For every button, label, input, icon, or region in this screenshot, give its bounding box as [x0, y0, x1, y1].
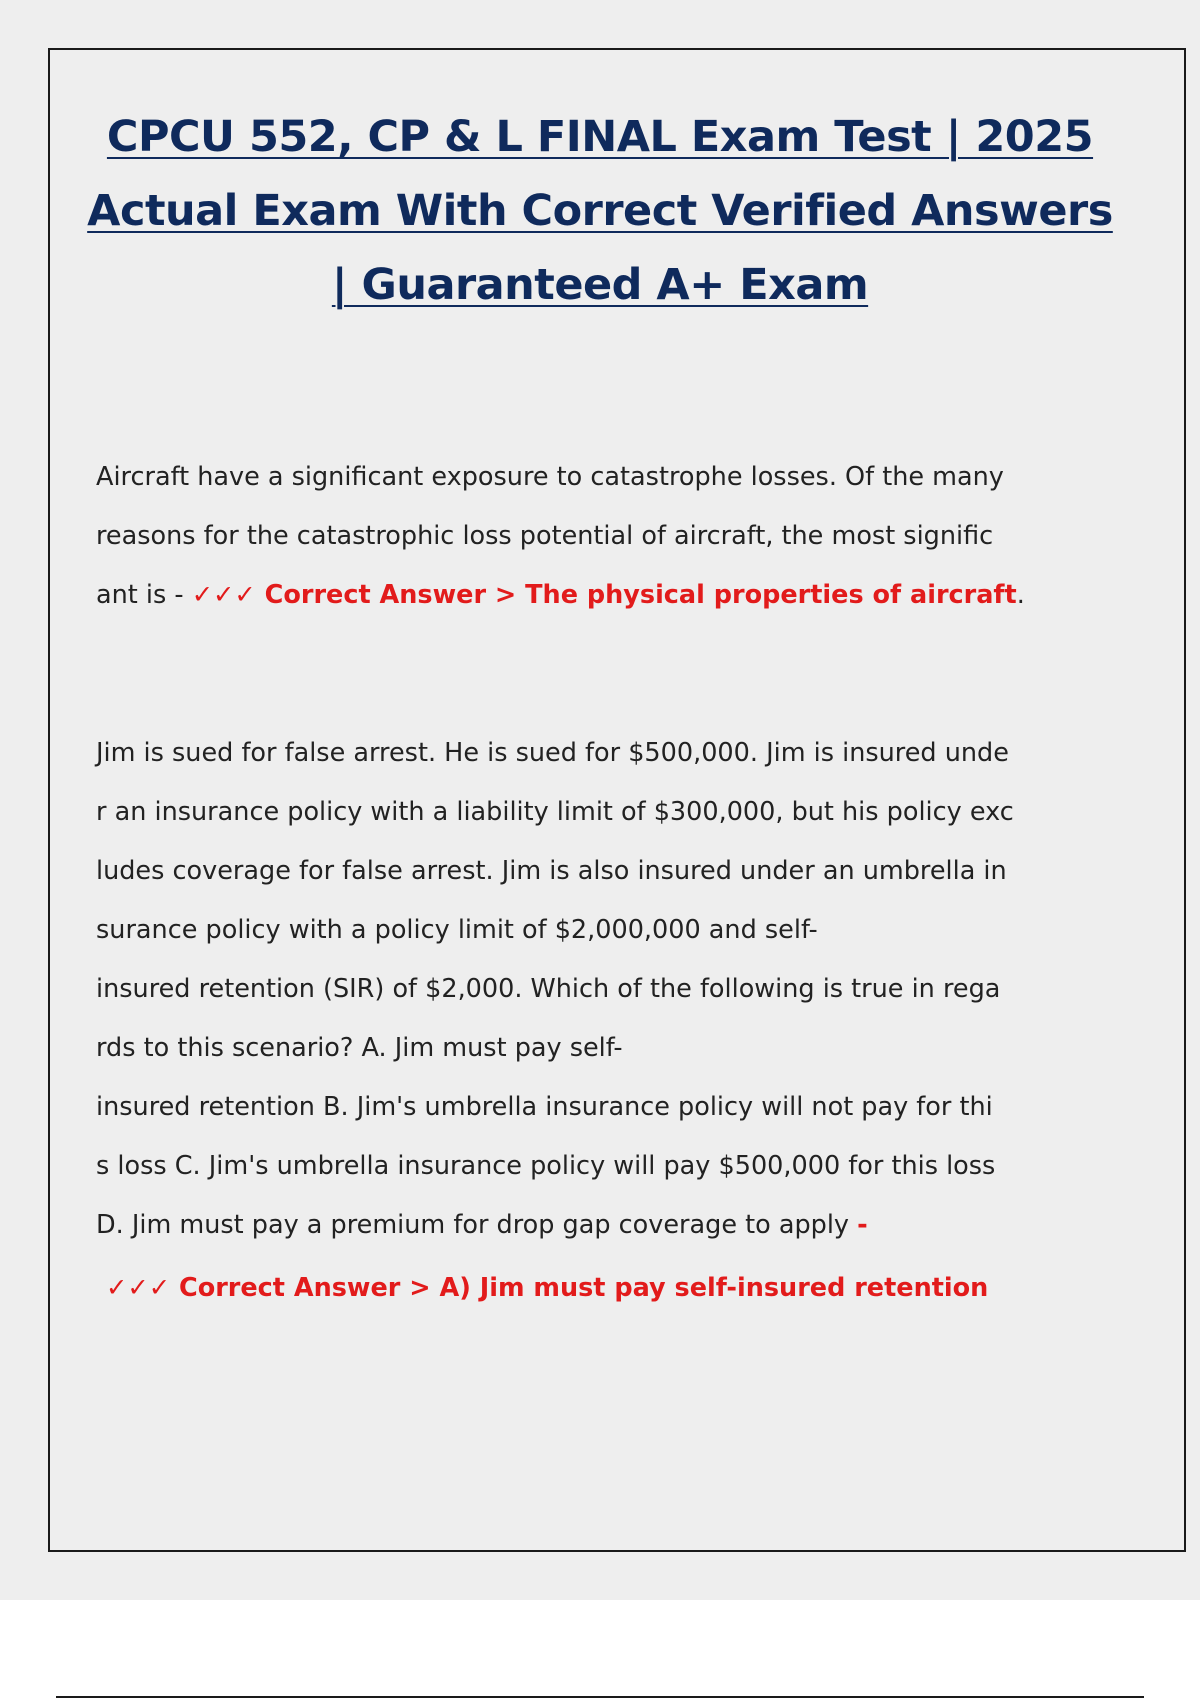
question-line: insured retention B. Jim's umbrella insurance policy will not pay for thi: [96, 1092, 993, 1122]
title-line-3: | Guaranteed A+ Exam: [331, 260, 869, 310]
correct-answer: ✓✓✓ Correct Answer > The physical properties of aircraft: [191, 580, 1017, 610]
title-line-2: Actual Exam With Correct Verified Answers: [87, 186, 1113, 236]
question-line: surance policy with a policy limit of $2,000,000 and self-: [96, 915, 818, 945]
question-line: insured retention (SIR) of $2,000. Which of the following is true in rega: [96, 974, 1001, 1004]
question-line: Aircraft have a significant exposure to catastrophe losses. Of the many: [96, 462, 1004, 492]
title-line-1: CPCU 552, CP & L FINAL Exam Test | 2025: [106, 112, 1094, 162]
correct-answer: ✓✓✓ Correct Answer > A) Jim must pay self-insured retention: [106, 1273, 989, 1303]
answer-period: .: [1016, 580, 1025, 610]
question-line: s loss C. Jim's umbrella insurance policy will pay $500,000 for this loss: [96, 1151, 996, 1181]
document-title: [60, 100, 1140, 322]
footer-divider: [56, 1696, 1144, 1698]
question-line: ant is -: [96, 580, 192, 610]
question-block-2: [96, 724, 1056, 1318]
question-line-with-answer: [96, 566, 1056, 625]
question-line: Jim is sued for false arrest. He is sued for $500,000. Jim is insured unde: [96, 738, 1009, 768]
question-line: r an insurance policy with a liability limit of $300,000, but his policy exc: [96, 797, 1014, 827]
question-line-with-dash: [96, 1196, 1056, 1255]
question-line: ludes coverage for false arrest. Jim is also insured under an umbrella in: [96, 856, 1007, 886]
answer-dash: -: [857, 1210, 868, 1240]
question-line: reasons for the catastrophic loss potential of aircraft, the most signific: [96, 521, 994, 551]
question-line: rds to this scenario? A. Jim must pay self-: [96, 1033, 623, 1063]
question-block-1: [96, 448, 1056, 625]
question-line: D. Jim must pay a premium for drop gap coverage to apply: [96, 1210, 858, 1240]
